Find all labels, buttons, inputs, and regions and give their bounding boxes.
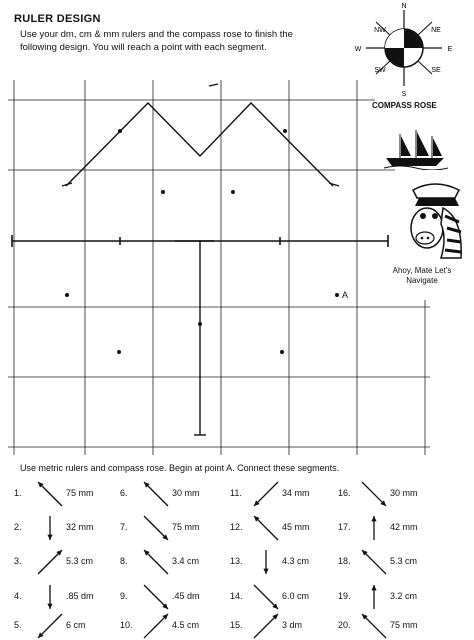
- segment-arrow-icon: [140, 612, 172, 640]
- segment-arrow-icon: [250, 480, 282, 508]
- segment-length: 34 mm: [282, 488, 310, 498]
- segment-arrow-icon: [358, 514, 390, 542]
- segment-number: 12.: [230, 522, 243, 532]
- segment-arrow-icon: [34, 480, 66, 508]
- segment-length: 75 mm: [172, 522, 200, 532]
- segment-length: 6.0 cm: [282, 591, 310, 601]
- segment-arrow-icon: [140, 480, 172, 508]
- segment-length: 30 mm: [390, 488, 418, 498]
- segment-length: 3 dm: [282, 620, 303, 630]
- compass-w: W: [354, 46, 362, 53]
- instructions-text: Use metric rulers and compass rose. Begin at point A. Connect these segments.: [20, 463, 340, 473]
- compass-n: N: [401, 3, 407, 10]
- segment-number: 20.: [338, 620, 351, 630]
- segment-arrow-icon: [250, 583, 282, 611]
- segment-number: 14.: [230, 591, 243, 601]
- compass-rose-label: COMPASS ROSE: [372, 101, 437, 110]
- segment-arrow-icon: [358, 612, 390, 640]
- segment-length: 75 mm: [390, 620, 418, 630]
- compass-nw: NW: [374, 27, 386, 34]
- segment-number: 16.: [338, 488, 351, 498]
- mascot-caption: Ahoy, Mate Let's Navigate: [392, 266, 452, 285]
- m-design-line: [66, 103, 333, 186]
- segment-length: 6 cm: [66, 620, 86, 630]
- segment-number: 18.: [338, 556, 351, 566]
- segment-number: 4.: [14, 591, 22, 601]
- segment-number: 10.: [120, 620, 133, 630]
- segment-length: 5.3 cm: [66, 556, 94, 566]
- segment-number: 3.: [14, 556, 22, 566]
- compass-se: SE: [431, 67, 441, 74]
- segment-number: 6.: [120, 488, 128, 498]
- segment-number: 1.: [14, 488, 22, 498]
- segment-length: 4.5 cm: [172, 620, 200, 630]
- compass-rose-icon: [354, 0, 454, 100]
- segment-length: 42 mm: [390, 522, 418, 532]
- segment-number: 17.: [338, 522, 351, 532]
- segment-number: 8.: [120, 556, 128, 566]
- segment-number: 11.: [230, 488, 242, 498]
- point-a-label: A: [342, 290, 349, 300]
- compass-s: S: [401, 91, 407, 98]
- segment-number: 5.: [14, 620, 22, 630]
- segment-arrow-icon: [34, 612, 66, 640]
- segment-arrow-icon: [250, 548, 282, 576]
- compass-ne: NE: [431, 27, 441, 34]
- segment-length: .45 dm: [172, 591, 200, 601]
- intro-text: Use your dm, cm & mm rulers and the compass rose to finish the following design. You will reach a point with each segment.: [20, 29, 293, 53]
- segment-length: 75 mm: [66, 488, 94, 498]
- segment-length: 5.3 cm: [390, 556, 418, 566]
- compass-sw: SW: [374, 67, 386, 74]
- segment-number: 19.: [338, 591, 351, 601]
- segment-arrow-icon: [358, 480, 390, 508]
- segment-length: 45 mm: [282, 522, 310, 532]
- segment-arrow-icon: [140, 548, 172, 576]
- segment-arrow-icon: [34, 583, 66, 611]
- segment-length: .85 dm: [66, 591, 94, 601]
- ship-icon: [384, 128, 448, 170]
- segment-length: 3.4 cm: [172, 556, 200, 566]
- segment-length: 32 mm: [66, 522, 94, 532]
- zebra-sailor-icon: [405, 178, 467, 260]
- segment-arrow-icon: [34, 548, 66, 576]
- segment-number: 7.: [120, 522, 128, 532]
- segment-number: 15.: [230, 620, 243, 630]
- segment-number: 9.: [120, 591, 128, 601]
- segment-length: 4.3 cm: [282, 556, 310, 566]
- segment-length: 30 mm: [172, 488, 200, 498]
- segment-length: 3.2 cm: [390, 591, 418, 601]
- segment-arrow-icon: [140, 514, 172, 542]
- segment-arrow-icon: [34, 514, 66, 542]
- page-title: RULER DESIGN: [14, 13, 101, 25]
- segment-number: 13.: [230, 556, 243, 566]
- segment-arrow-icon: [358, 548, 390, 576]
- segment-arrow-icon: [250, 612, 282, 640]
- segment-arrow-icon: [358, 583, 390, 611]
- segment-arrow-icon: [250, 514, 282, 542]
- compass-e: E: [447, 46, 453, 53]
- segment-number: 2.: [14, 522, 22, 532]
- segment-arrow-icon: [140, 583, 172, 611]
